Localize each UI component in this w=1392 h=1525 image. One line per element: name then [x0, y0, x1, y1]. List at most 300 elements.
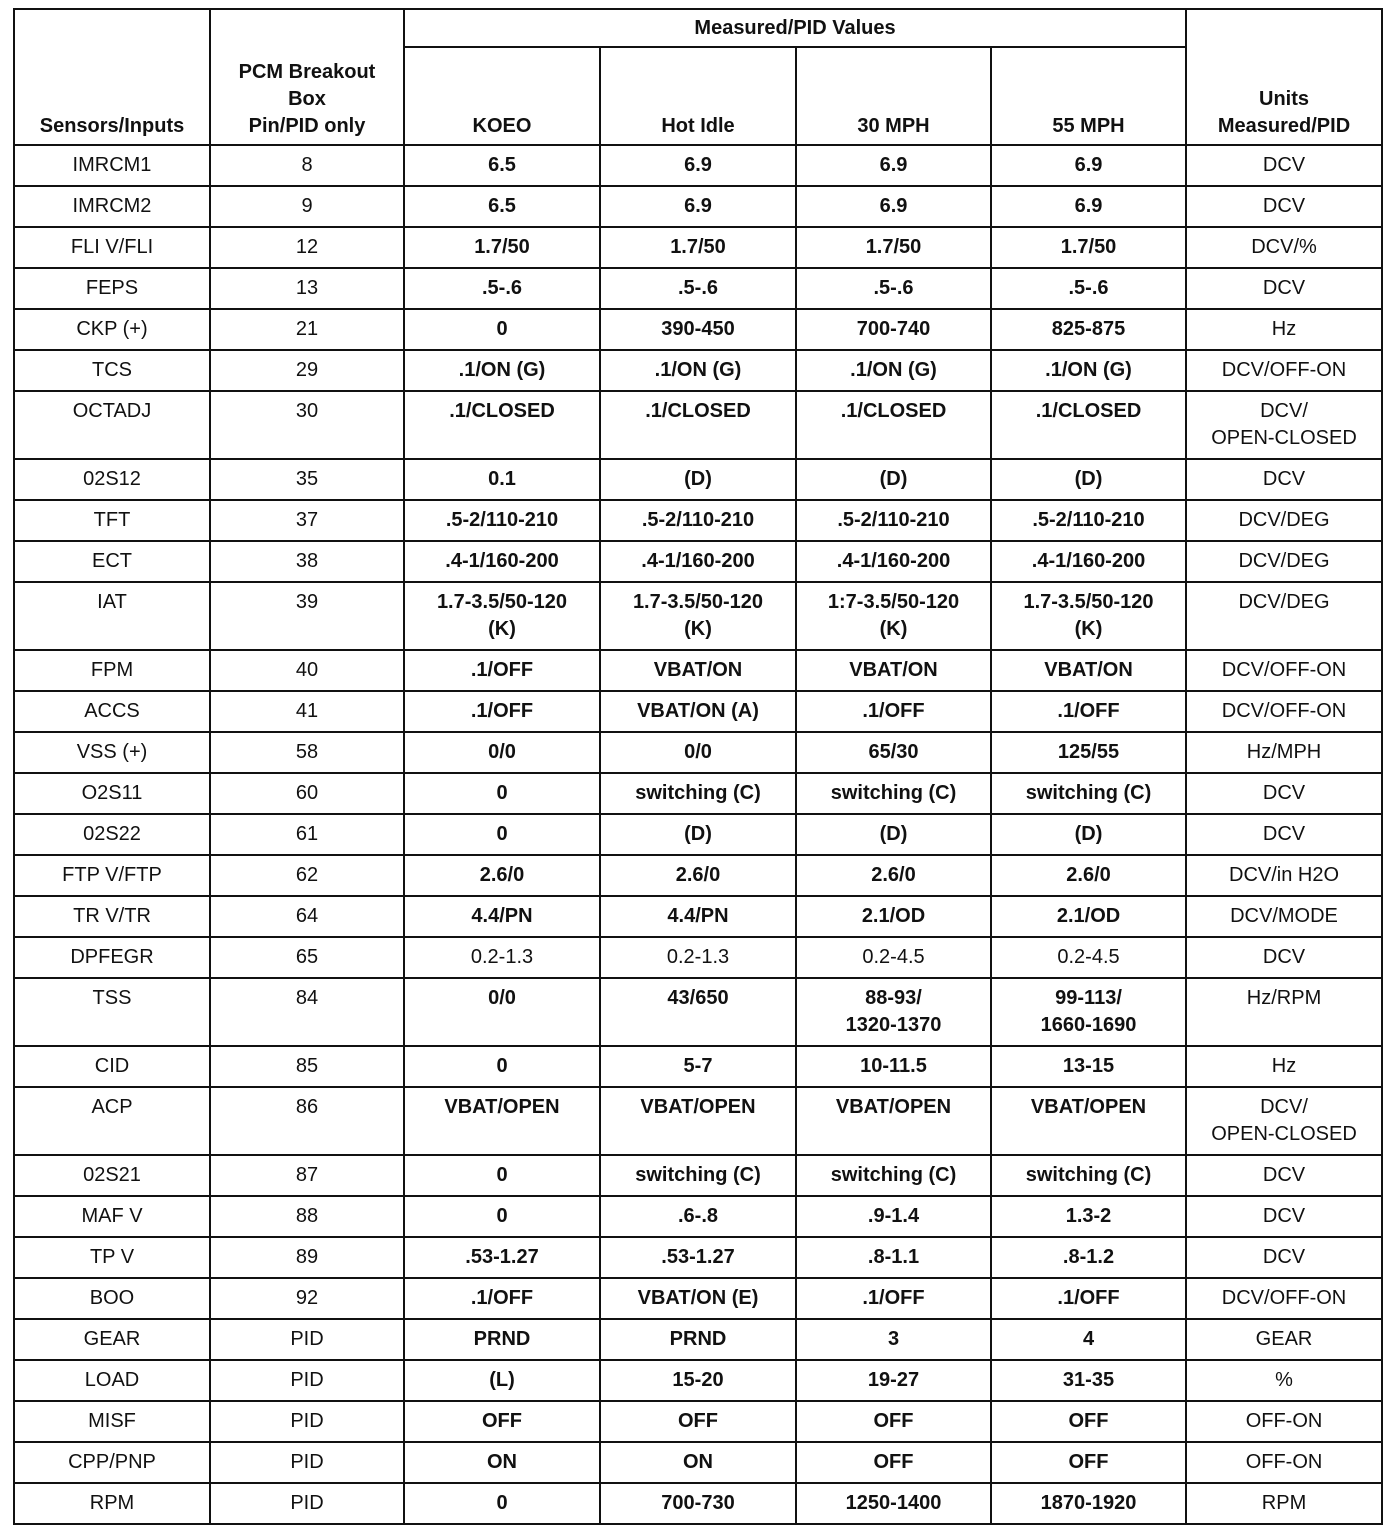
- sensor-cell: [14, 1278, 210, 1319]
- hot-idle-cell: [600, 1087, 796, 1155]
- cell-text: DCV/in H2O: [1229, 864, 1340, 886]
- sensor-cell: [14, 500, 210, 541]
- table-row: [14, 1278, 1382, 1319]
- hot-idle-cell: [600, 732, 796, 773]
- hot-idle-cell: [600, 978, 796, 1046]
- cell-text: switching (C): [1025, 1164, 1152, 1186]
- mph30-cell: [796, 268, 991, 309]
- mph30-cell: [796, 1319, 991, 1360]
- cell-text: ACP: [91, 1096, 133, 1118]
- koeo-cell: [404, 227, 600, 268]
- koeo-cell: [404, 1483, 600, 1524]
- cell-text: VBAT/OPEN: [835, 1096, 952, 1118]
- header-units: Units Measured/PID: [1186, 9, 1382, 145]
- hot-idle-cell: [600, 582, 796, 650]
- header-hot-idle: Hot Idle: [600, 47, 796, 145]
- cell-text: 1870-1920: [1040, 1492, 1137, 1514]
- cell-text: 2.6/0: [1066, 864, 1111, 886]
- units-cell: [1186, 1319, 1382, 1360]
- cell-text: OFF: [1068, 1410, 1109, 1432]
- sensor-cell: [14, 391, 210, 459]
- cell-text: 8: [301, 154, 313, 176]
- cell-text: .1/CLOSED: [1035, 400, 1142, 422]
- cell-text: .8-1.1: [867, 1246, 920, 1268]
- koeo-cell: [404, 937, 600, 978]
- units-cell: [1186, 541, 1382, 582]
- mph30-cell: [796, 1401, 991, 1442]
- hot-idle-cell: [600, 227, 796, 268]
- cell-text: VBAT/OPEN: [444, 1096, 560, 1118]
- sensor-cell: [14, 1087, 210, 1155]
- sensor-cell: [14, 855, 210, 896]
- mph30-cell: [796, 937, 991, 978]
- cell-text: CID: [94, 1055, 130, 1077]
- mph30-cell: [796, 227, 991, 268]
- table-body: [14, 145, 1382, 1524]
- cell-text: .1/OFF: [862, 700, 925, 722]
- cell-text: 9: [301, 195, 313, 217]
- cell-text: MAF V: [81, 1205, 143, 1227]
- cell-text: .1/CLOSED: [840, 400, 947, 422]
- mph30-cell: [796, 732, 991, 773]
- pin-cell: [210, 1319, 404, 1360]
- cell-text: 0: [496, 1164, 508, 1186]
- table-row: [14, 145, 1382, 186]
- mph55-cell: [991, 500, 1186, 541]
- table-row: [14, 773, 1382, 814]
- header-sensors-inputs: Sensors/Inputs: [14, 9, 210, 145]
- pin-cell: [210, 691, 404, 732]
- hot-idle-cell: [600, 268, 796, 309]
- cell-text: .4-1/160-200: [836, 550, 951, 572]
- hot-idle-cell: [600, 937, 796, 978]
- cell-text: 1.7/50: [1060, 236, 1117, 258]
- cell-text: DCV: [1262, 154, 1306, 176]
- sensor-cell: [14, 1196, 210, 1237]
- cell-text: 89: [295, 1246, 319, 1268]
- table-row: [14, 1360, 1382, 1401]
- cell-text: OFF: [873, 1410, 914, 1432]
- pin-cell: [210, 500, 404, 541]
- cell-text: PID: [290, 1451, 324, 1473]
- mph55-cell: [991, 1087, 1186, 1155]
- koeo-cell: [404, 1360, 600, 1401]
- cell-text: 12: [295, 236, 319, 258]
- units-cell: [1186, 650, 1382, 691]
- cell-text: 61: [295, 823, 319, 845]
- cell-text: FLI V/FLI: [70, 236, 154, 258]
- sensor-cell: [14, 732, 210, 773]
- cell-text: 2.6/0: [871, 864, 916, 886]
- sensor-cell: [14, 978, 210, 1046]
- cell-text: .1/OFF: [470, 700, 534, 722]
- cell-text: 0/0: [684, 741, 712, 763]
- cell-text: 1660-1690: [1040, 1014, 1137, 1036]
- cell-text: 0.2-1.3: [666, 946, 730, 968]
- table-row: [14, 391, 1382, 459]
- units-cell: [1186, 582, 1382, 650]
- mph55-cell: [991, 691, 1186, 732]
- cell-text: .1/ON (G): [458, 359, 546, 381]
- mph30-cell: [796, 459, 991, 500]
- koeo-cell: [404, 732, 600, 773]
- mph30-cell: [796, 650, 991, 691]
- cell-text: 02S22: [83, 823, 141, 845]
- table-row: [14, 582, 1382, 650]
- header-pin-pid: PCM Breakout Box Pin/PID only: [210, 9, 404, 145]
- sensor-cell: [14, 814, 210, 855]
- mph55-cell: [991, 1483, 1186, 1524]
- pin-cell: [210, 186, 404, 227]
- koeo-cell: [404, 391, 600, 459]
- hot-idle-cell: [600, 1046, 796, 1087]
- koeo-cell: [404, 691, 600, 732]
- cell-text: GEAR: [83, 1328, 141, 1350]
- cell-text: .5-.6: [1068, 277, 1109, 299]
- cell-text: .5-.6: [873, 277, 914, 299]
- pin-cell: [210, 1087, 404, 1155]
- table-row: [14, 1237, 1382, 1278]
- sensor-cell: [14, 1401, 210, 1442]
- table-row: [14, 309, 1382, 350]
- cell-text: .1/OFF: [470, 1287, 534, 1309]
- cell-text: 87: [295, 1164, 319, 1186]
- cell-text: 0.1: [488, 468, 516, 490]
- cell-text: DCV/OFF-ON: [1221, 700, 1347, 722]
- cell-text: 0: [496, 1492, 508, 1514]
- mph30-cell: [796, 541, 991, 582]
- pin-cell: [210, 896, 404, 937]
- mph55-cell: [991, 814, 1186, 855]
- hot-idle-cell: [600, 1401, 796, 1442]
- cell-text: 0: [496, 1205, 508, 1227]
- mph55-cell: [991, 773, 1186, 814]
- cell-text: (D): [1074, 468, 1103, 490]
- units-cell: [1186, 1155, 1382, 1196]
- cell-text: DCV: [1262, 195, 1306, 217]
- hot-idle-cell: [600, 145, 796, 186]
- cell-text: 2.1/OD: [861, 905, 926, 927]
- cell-text: PID: [290, 1410, 324, 1432]
- pin-cell: [210, 1046, 404, 1087]
- pin-cell: [210, 1278, 404, 1319]
- sensor-cell: [14, 1237, 210, 1278]
- mph55-cell: [991, 1046, 1186, 1087]
- mph55-cell: [991, 1237, 1186, 1278]
- cell-text: Hz/MPH: [1246, 741, 1322, 763]
- cell-text: .1/OFF: [470, 659, 534, 681]
- cell-text: %: [1275, 1369, 1293, 1391]
- cell-text: switching (C): [635, 1164, 761, 1186]
- cell-text: .53-1.27: [465, 1246, 539, 1268]
- cell-text: 15-20: [672, 1369, 724, 1391]
- koeo-cell: [404, 650, 600, 691]
- cell-text: .6-.8: [677, 1205, 719, 1227]
- cell-text: DCV/MODE: [1230, 905, 1338, 927]
- table-row: [14, 1319, 1382, 1360]
- hot-idle-cell: [600, 309, 796, 350]
- cell-text: 41: [295, 700, 319, 722]
- mph30-cell: [796, 1483, 991, 1524]
- hot-idle-cell: [600, 691, 796, 732]
- cell-text: DCV: [1262, 1205, 1306, 1227]
- cell-text: .53-1.27: [661, 1246, 735, 1268]
- hot-idle-cell: [600, 1278, 796, 1319]
- pin-cell: [210, 978, 404, 1046]
- cell-text: OPEN-CLOSED: [1211, 427, 1357, 449]
- table-row: [14, 227, 1382, 268]
- table-row: [14, 814, 1382, 855]
- cell-text: CKP (+): [76, 318, 148, 340]
- units-cell: [1186, 1196, 1382, 1237]
- pin-cell: [210, 459, 404, 500]
- cell-text: 3: [887, 1328, 900, 1350]
- cell-text: DCV/: [1260, 1096, 1308, 1118]
- sensor-cell: [14, 541, 210, 582]
- units-cell: [1186, 459, 1382, 500]
- mph55-cell: [991, 582, 1186, 650]
- cell-text: OFF: [678, 1410, 718, 1432]
- cell-text: .4-1/160-200: [641, 550, 755, 572]
- hot-idle-cell: [600, 459, 796, 500]
- cell-text: 43/650: [667, 987, 729, 1009]
- mph30-cell: [796, 1360, 991, 1401]
- cell-text: 4: [1082, 1328, 1095, 1350]
- table-row: [14, 268, 1382, 309]
- mph30-cell: [796, 1442, 991, 1483]
- koeo-cell: [404, 1155, 600, 1196]
- sensor-cell: [14, 268, 210, 309]
- cell-text: 1.7/50: [865, 236, 922, 258]
- pin-cell: [210, 145, 404, 186]
- units-cell: [1186, 1278, 1382, 1319]
- table-row: [14, 459, 1382, 500]
- units-cell: [1186, 1360, 1382, 1401]
- pin-cell: [210, 1360, 404, 1401]
- units-cell: [1186, 691, 1382, 732]
- cell-text: RPM: [1261, 1492, 1307, 1514]
- mph30-cell: [796, 582, 991, 650]
- cell-text: 6.9: [1074, 195, 1103, 217]
- cell-text: OFF: [873, 1451, 914, 1473]
- cell-text: 21: [295, 318, 319, 340]
- units-cell: [1186, 350, 1382, 391]
- mph30-cell: [796, 145, 991, 186]
- mph55-cell: [991, 855, 1186, 896]
- cell-text: VBAT/ON (A): [637, 700, 759, 722]
- cell-text: 13-15: [1062, 1055, 1115, 1077]
- cell-text: .5-2/110-210: [837, 509, 950, 531]
- cell-text: FPM: [90, 659, 134, 681]
- cell-text: ECT: [92, 550, 132, 572]
- sensor-cell: [14, 937, 210, 978]
- cell-text: Hz: [1271, 1055, 1297, 1077]
- cell-text: DCV/OFF-ON: [1221, 1287, 1347, 1309]
- hot-idle-cell: [600, 814, 796, 855]
- mph30-cell: [796, 309, 991, 350]
- cell-text: .5-.6: [677, 277, 719, 299]
- cell-text: 0.2-4.5: [1057, 946, 1120, 968]
- cell-text: PID: [290, 1369, 324, 1391]
- hot-idle-cell: [600, 500, 796, 541]
- pin-cell: [210, 1237, 404, 1278]
- cell-text: RPM: [89, 1492, 135, 1514]
- sensor-cell: [14, 896, 210, 937]
- koeo-cell: [404, 1237, 600, 1278]
- pin-cell: [210, 1442, 404, 1483]
- pin-cell: [210, 268, 404, 309]
- cell-text: DCV: [1262, 823, 1306, 845]
- hot-idle-cell: [600, 650, 796, 691]
- pin-cell: [210, 1155, 404, 1196]
- table-row: [14, 1087, 1382, 1155]
- cell-text: 58: [295, 741, 319, 763]
- units-cell: [1186, 1087, 1382, 1155]
- cell-text: 88: [295, 1205, 319, 1227]
- cell-text: OFF-ON: [1245, 1410, 1323, 1432]
- cell-text: VBAT/OPEN: [640, 1096, 756, 1118]
- cell-text: 92: [295, 1287, 319, 1309]
- cell-text: DCV/DEG: [1238, 550, 1330, 572]
- cell-text: .5-2/110-210: [445, 509, 559, 531]
- cell-text: .5-2/110-210: [1032, 509, 1145, 531]
- hot-idle-cell: [600, 1237, 796, 1278]
- mph30-cell: [796, 186, 991, 227]
- cell-text: LOAD: [84, 1369, 140, 1391]
- mph55-cell: [991, 732, 1186, 773]
- cell-text: .5-2/110-210: [641, 509, 755, 531]
- cell-text: (L): [489, 1369, 515, 1391]
- table-row: [14, 978, 1382, 1046]
- koeo-cell: [404, 773, 600, 814]
- cell-text: MISF: [88, 1410, 136, 1432]
- sensor-cell: [14, 1360, 210, 1401]
- cell-text: DPFEGR: [70, 946, 154, 968]
- cell-text: 13: [295, 277, 319, 299]
- cell-text: 0: [496, 318, 508, 340]
- mph30-cell: [796, 391, 991, 459]
- cell-text: 99-113/: [1055, 987, 1122, 1009]
- cell-text: 30: [295, 400, 319, 422]
- cell-text: 390-450: [661, 318, 735, 340]
- cell-text: 64: [295, 905, 319, 927]
- cell-text: DCV: [1262, 946, 1306, 968]
- cell-text: (K): [684, 618, 712, 640]
- cell-text: .1/OFF: [862, 1287, 925, 1309]
- table-row: [14, 541, 1382, 582]
- mph55-cell: [991, 1155, 1186, 1196]
- units-cell: [1186, 1237, 1382, 1278]
- table-row: [14, 1196, 1382, 1237]
- cell-text: 6.9: [879, 195, 908, 217]
- mph55-cell: [991, 391, 1186, 459]
- cell-text: 88-93/: [865, 987, 922, 1009]
- cell-text: 86: [295, 1096, 319, 1118]
- units-cell: [1186, 145, 1382, 186]
- cell-text: .4-1/160-200: [445, 550, 559, 572]
- mph55-cell: [991, 145, 1186, 186]
- cell-text: 40: [295, 659, 319, 681]
- koeo-cell: [404, 309, 600, 350]
- units-cell: [1186, 978, 1382, 1046]
- koeo-cell: [404, 1196, 600, 1237]
- units-cell: [1186, 1046, 1382, 1087]
- cell-text: OFF: [1068, 1451, 1109, 1473]
- cell-text: 2.6/0: [479, 864, 525, 886]
- table-row: [14, 500, 1382, 541]
- cell-text: 29: [295, 359, 319, 381]
- cell-text: 5-7: [683, 1055, 713, 1077]
- cell-text: switching (C): [1025, 782, 1152, 804]
- cell-text: DCV/DEG: [1238, 591, 1330, 613]
- pin-cell: [210, 1196, 404, 1237]
- koeo-cell: [404, 855, 600, 896]
- table-row: [14, 1483, 1382, 1524]
- cell-text: (K): [488, 618, 516, 640]
- mph30-cell: [796, 350, 991, 391]
- cell-text: 31-35: [1062, 1369, 1115, 1391]
- pid-values-table: [13, 8, 1383, 1525]
- cell-text: 2.6/0: [675, 864, 721, 886]
- cell-text: 6.5: [488, 195, 516, 217]
- mph30-cell: [796, 1278, 991, 1319]
- cell-text: DCV: [1262, 782, 1306, 804]
- mph30-cell: [796, 1237, 991, 1278]
- koeo-cell: [404, 500, 600, 541]
- hot-idle-cell: [600, 1360, 796, 1401]
- cell-text: 6.9: [684, 154, 712, 176]
- cell-text: VBAT/ON: [1044, 659, 1133, 681]
- cell-text: IMRCM1: [72, 154, 152, 176]
- header-koeo: KOEO: [404, 47, 600, 145]
- cell-text: 65: [295, 946, 319, 968]
- pin-cell: [210, 855, 404, 896]
- cell-text: 1.7/50: [474, 236, 530, 258]
- cell-text: 65/30: [868, 741, 919, 763]
- koeo-cell: [404, 1046, 600, 1087]
- units-cell: [1186, 1442, 1382, 1483]
- pin-cell: [210, 773, 404, 814]
- cell-text: 6.9: [684, 195, 712, 217]
- cell-text: 0: [496, 823, 508, 845]
- cell-text: DCV: [1262, 277, 1306, 299]
- cell-text: 0.2-4.5: [862, 946, 925, 968]
- cell-text: (D): [879, 823, 908, 845]
- sensor-cell: [14, 650, 210, 691]
- units-cell: [1186, 773, 1382, 814]
- cell-text: Hz: [1271, 318, 1297, 340]
- cell-text: 02S21: [83, 1164, 141, 1186]
- header-measured-pid-values: Measured/PID Values: [404, 9, 1186, 47]
- units-cell: [1186, 227, 1382, 268]
- pin-cell: [210, 541, 404, 582]
- sensor-cell: [14, 186, 210, 227]
- cell-text: 19-27: [867, 1369, 920, 1391]
- mph55-cell: [991, 186, 1186, 227]
- cell-text: PID: [290, 1328, 324, 1350]
- mph30-cell: [796, 1046, 991, 1087]
- sensor-cell: [14, 773, 210, 814]
- cell-text: 6.9: [879, 154, 908, 176]
- cell-text: VBAT/ON: [849, 659, 938, 681]
- cell-text: 6.9: [1074, 154, 1103, 176]
- sensor-cell: [14, 1155, 210, 1196]
- sensor-cell: [14, 691, 210, 732]
- mph30-cell: [796, 500, 991, 541]
- cell-text: DCV: [1262, 1164, 1306, 1186]
- koeo-cell: [404, 1401, 600, 1442]
- cell-text: OPEN-CLOSED: [1211, 1123, 1357, 1145]
